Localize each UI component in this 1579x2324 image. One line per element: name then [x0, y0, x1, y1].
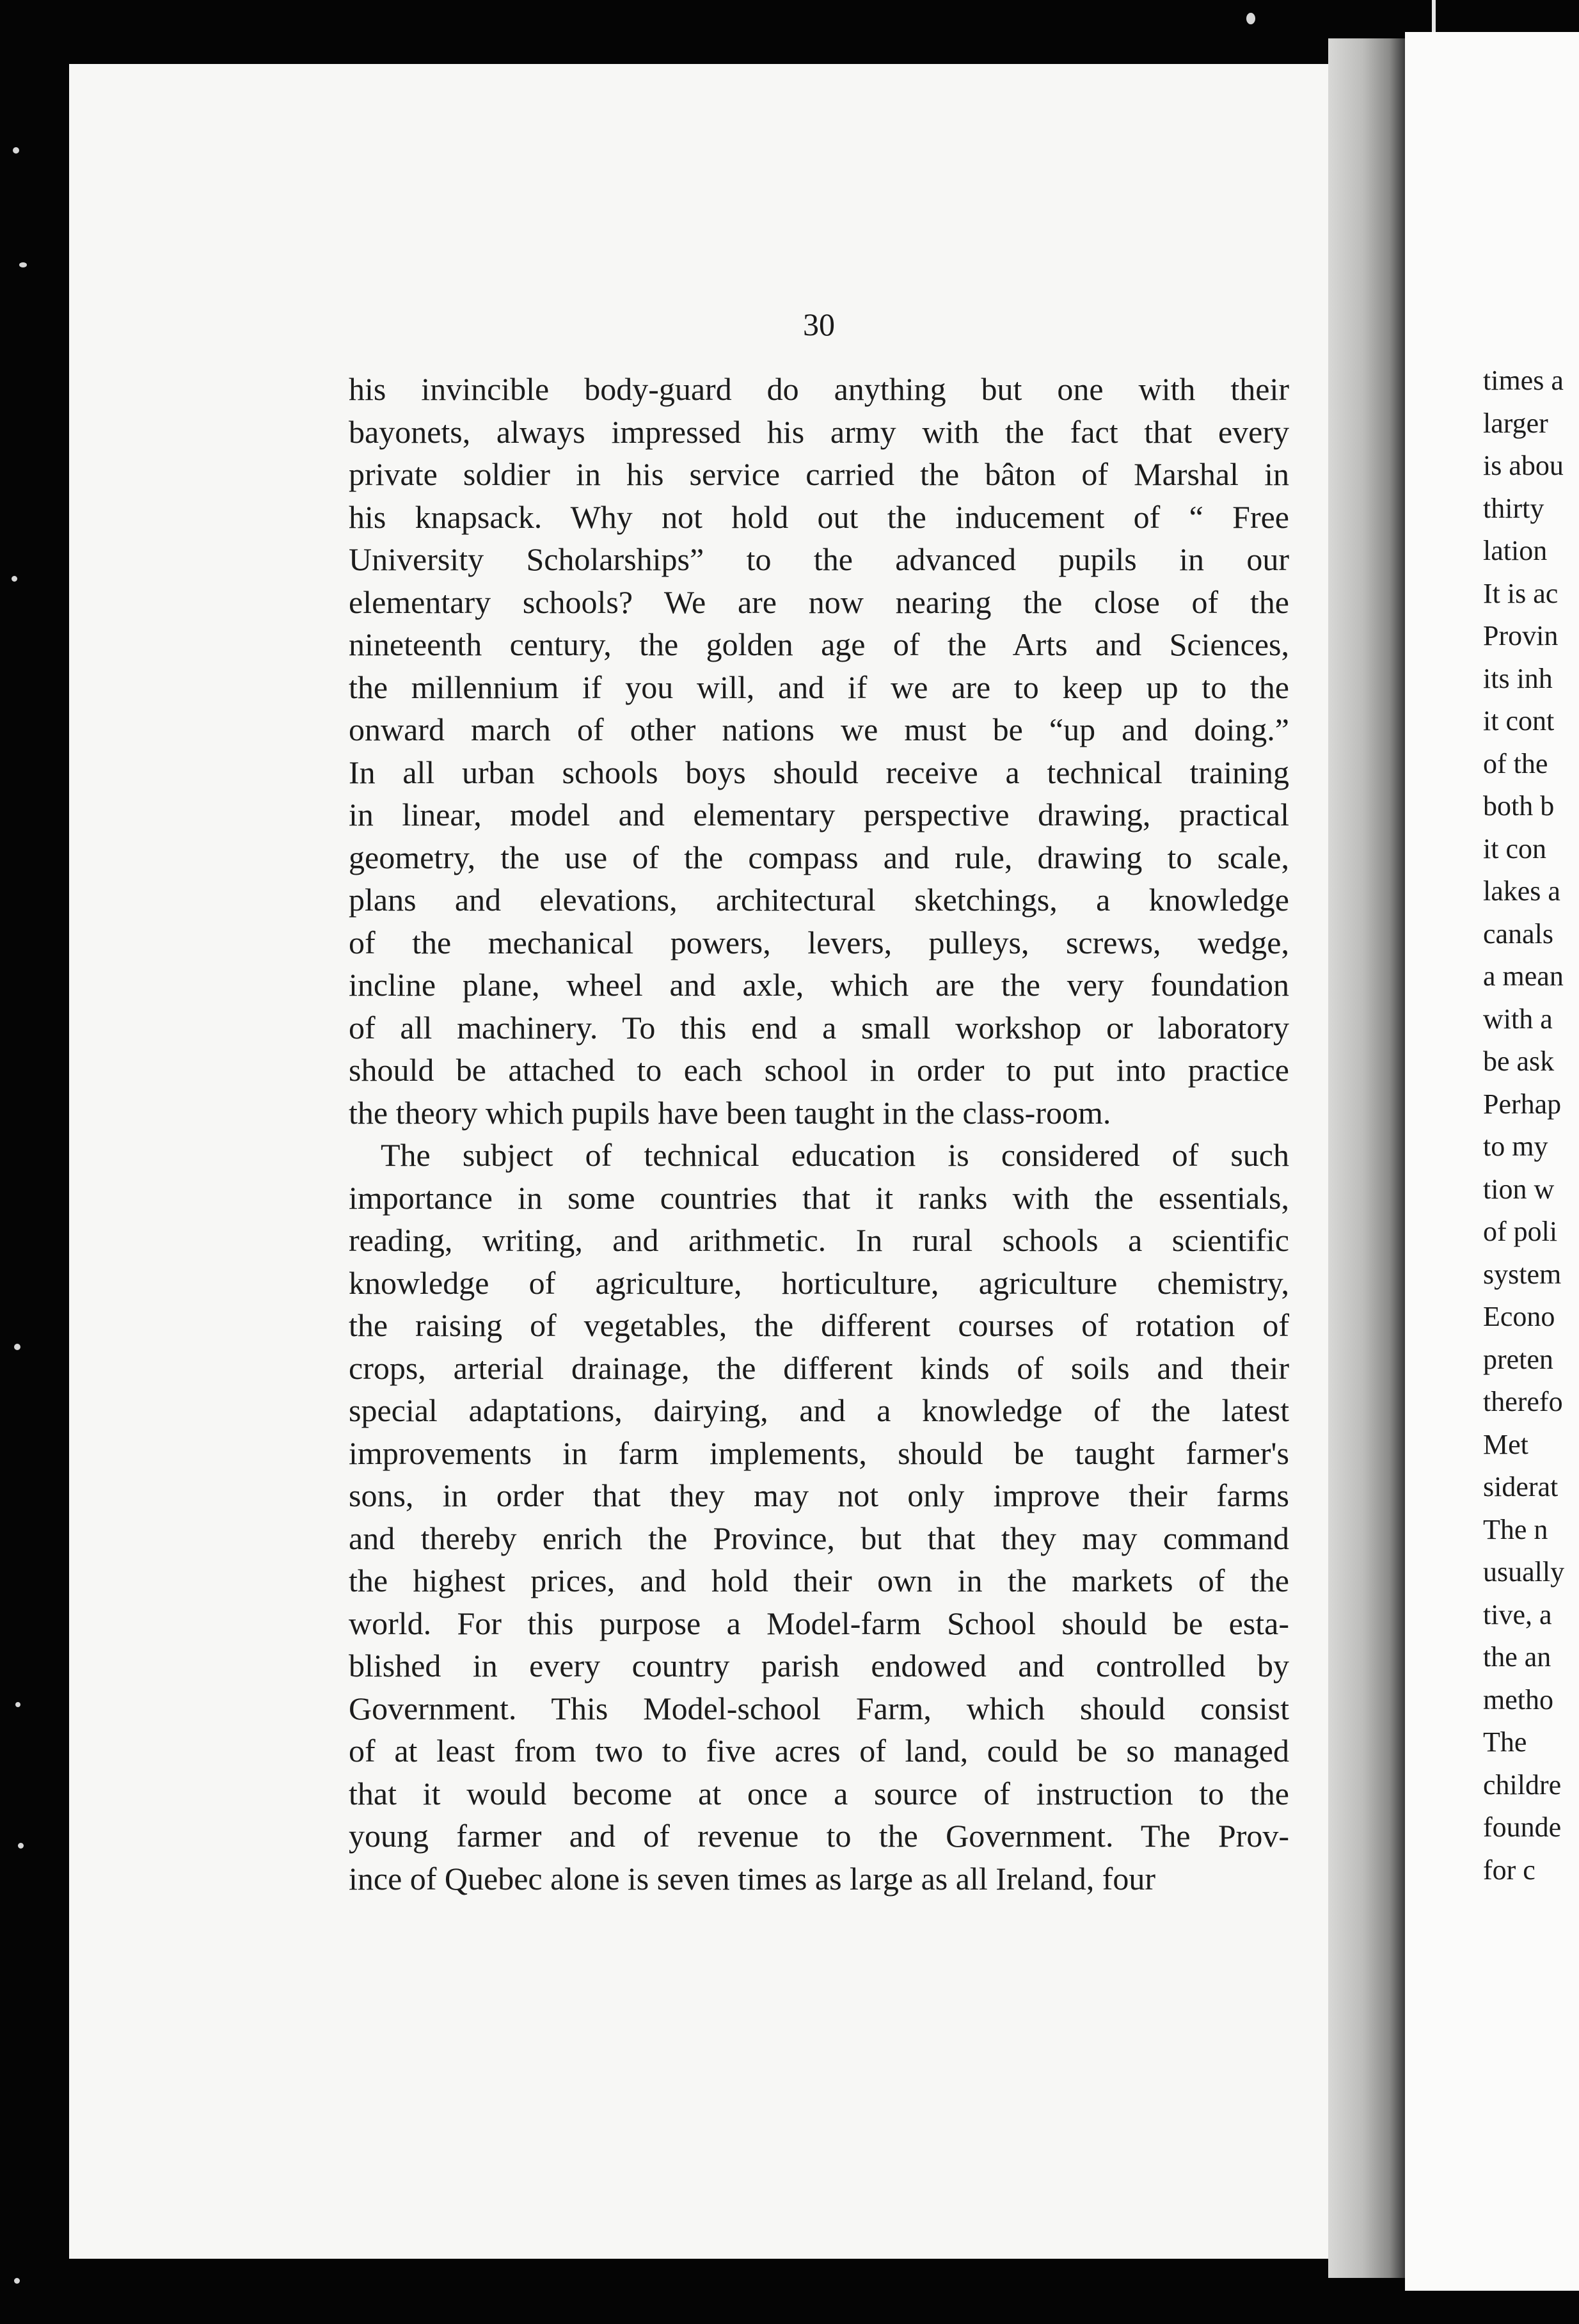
- facing-text-line: it con: [1483, 832, 1546, 864]
- text-line: In all urban schools boys should receive a technical training: [349, 754, 1289, 790]
- facing-text-line: siderat: [1483, 1471, 1559, 1502]
- facing-text-line: of poli: [1483, 1216, 1558, 1247]
- facing-text-line: its inh: [1483, 662, 1553, 694]
- facing-text-line: the an: [1483, 1641, 1551, 1673]
- text-line: elementary schools? We are now nearing the close of the: [349, 584, 1289, 620]
- facing-text-line: of the: [1483, 747, 1548, 779]
- facing-text-line: is abou: [1483, 450, 1564, 481]
- facing-text-line: lation: [1483, 535, 1548, 566]
- text-line: onward march of other nations we must be “up and doing.”: [349, 712, 1289, 747]
- facing-text-line: Econo: [1483, 1301, 1555, 1332]
- facing-text-line: larger: [1483, 407, 1548, 439]
- facing-text-line: both b: [1483, 790, 1555, 822]
- facing-text-line: The n: [1483, 1513, 1548, 1545]
- text-line: his invincible body-guard do anything but one with their: [349, 371, 1289, 407]
- scan-speck: [14, 1344, 20, 1350]
- facing-text-line: thirty: [1483, 492, 1544, 524]
- facing-text-line: The: [1483, 1726, 1527, 1758]
- scan-speck: [1246, 13, 1255, 24]
- text-line: his knapsack. Why not hold out the inducement of “ Free: [349, 498, 1289, 535]
- facing-text-line: with a: [1483, 1003, 1553, 1035]
- scan-speck: [13, 147, 19, 154]
- text-line: plans and elevations, architectural sketchings, a knowledge: [349, 882, 1289, 918]
- facing-page-text: [1483, 360, 1579, 1891]
- text-line: bayonets, always impressed his army with the fact that every: [349, 413, 1289, 450]
- facing-text-line: usually: [1483, 1556, 1565, 1588]
- text-line: crops, arterial drainage, the different kinds of soils and their: [349, 1349, 1289, 1386]
- scan-speck: [12, 576, 17, 582]
- facing-text-line: Provin: [1483, 620, 1559, 651]
- text-line: the highest prices, and hold their own in the markets of the: [349, 1563, 1289, 1598]
- facing-text-line: preten: [1483, 1343, 1553, 1375]
- text-line: in linear, model and elementary perspective drawing, practical: [349, 797, 1289, 832]
- text-line: University Scholarships” to the advanced pupils in our: [349, 541, 1289, 577]
- book-gutter: [1328, 38, 1405, 2278]
- text-line: geometry, the use of the compass and rule, drawing to scale,: [349, 839, 1289, 875]
- facing-text-line: It is ac: [1483, 577, 1559, 609]
- text-line: importance in some countries that it ranks with the essentials,: [349, 1179, 1289, 1216]
- facing-text-line: for c: [1483, 1854, 1535, 1886]
- page-body-text: [349, 368, 1289, 1900]
- scan-speck: [18, 1843, 24, 1849]
- scan-speck: [15, 1702, 20, 1707]
- text-line: of the mechanical powers, levers, pulleys, screws, wedge,: [349, 924, 1289, 960]
- text-line: improvements in farm implements, should be taught farmer's: [349, 1435, 1289, 1471]
- text-line: special adaptations, dairying, and a knowledge of the latest: [349, 1392, 1289, 1428]
- text-line: world. For this purpose a Model-farm School should be esta-: [349, 1605, 1289, 1641]
- text-line: incline plane, wheel and axle, which are the very foundation: [349, 967, 1289, 1003]
- facing-text-line: tive, a: [1483, 1598, 1552, 1630]
- text-line: reading, writing, and arithmetic. In rural schools a scientific: [349, 1222, 1289, 1258]
- text-line: knowledge of agriculture, horticulture, agriculture chemistry,: [349, 1264, 1289, 1301]
- text-line: The subject of technical education is considered of such: [381, 1137, 1289, 1173]
- text-line: Government. This Model-school Farm, which should consist: [349, 1690, 1289, 1726]
- scan-speck: [14, 2278, 20, 2284]
- facing-text-line: system: [1483, 1258, 1562, 1290]
- scan-speck: [19, 262, 27, 267]
- text-line: sons, in order that they may not only improve their farms: [349, 1477, 1289, 1513]
- text-line: nineteenth century, the golden age of the Arts and Sciences,: [349, 626, 1289, 662]
- text-line: young farmer and of revenue to the Government. The Prov-: [349, 1818, 1289, 1854]
- text-line: of at least from two to five acres of land, could be so managed: [349, 1733, 1289, 1769]
- facing-text-line: childre: [1483, 1769, 1562, 1801]
- facing-text-line: metho: [1483, 1683, 1553, 1715]
- facing-text-line: be ask: [1483, 1046, 1555, 1077]
- facing-text-line: founde: [1483, 1811, 1562, 1843]
- page-number: 30: [803, 306, 835, 342]
- text-line: the raising of vegetables, the different courses of rotation of: [349, 1307, 1289, 1343]
- facing-text-line: lakes a: [1483, 875, 1560, 907]
- facing-text-line: it cont: [1483, 705, 1555, 736]
- text-line: private soldier in his service carried the bâton of Marshal in: [349, 456, 1289, 492]
- facing-text-line: tion w: [1483, 1173, 1555, 1205]
- text-line: should be attached to each school in order to put into practice: [349, 1052, 1289, 1088]
- text-line: blished in every country parish endowed and controlled by: [349, 1648, 1289, 1683]
- facing-text-line: therefo: [1483, 1386, 1563, 1417]
- text-line: ince of Quebec alone is seven times as large as all Ireland, four: [349, 1860, 1156, 1897]
- text-line: the theory which pupils have been taught in the class-room.: [349, 1094, 1111, 1131]
- facing-text-line: Met: [1483, 1428, 1528, 1460]
- facing-text-line: Perhap: [1483, 1088, 1562, 1120]
- text-line: of all machinery. To this end a small workshop or laboratory: [349, 1009, 1289, 1046]
- facing-text-line: canals: [1483, 918, 1553, 950]
- facing-text-line: to my: [1483, 1131, 1548, 1162]
- text-line: that it would become at once a source of instruction to the: [349, 1775, 1289, 1811]
- text-line: the millennium if you will, and if we are to keep up to the: [349, 669, 1289, 705]
- text-line: and thereby enrich the Province, but that they may command: [349, 1520, 1289, 1556]
- facing-text-line: times a: [1483, 365, 1564, 396]
- facing-text-line: a mean: [1483, 960, 1564, 992]
